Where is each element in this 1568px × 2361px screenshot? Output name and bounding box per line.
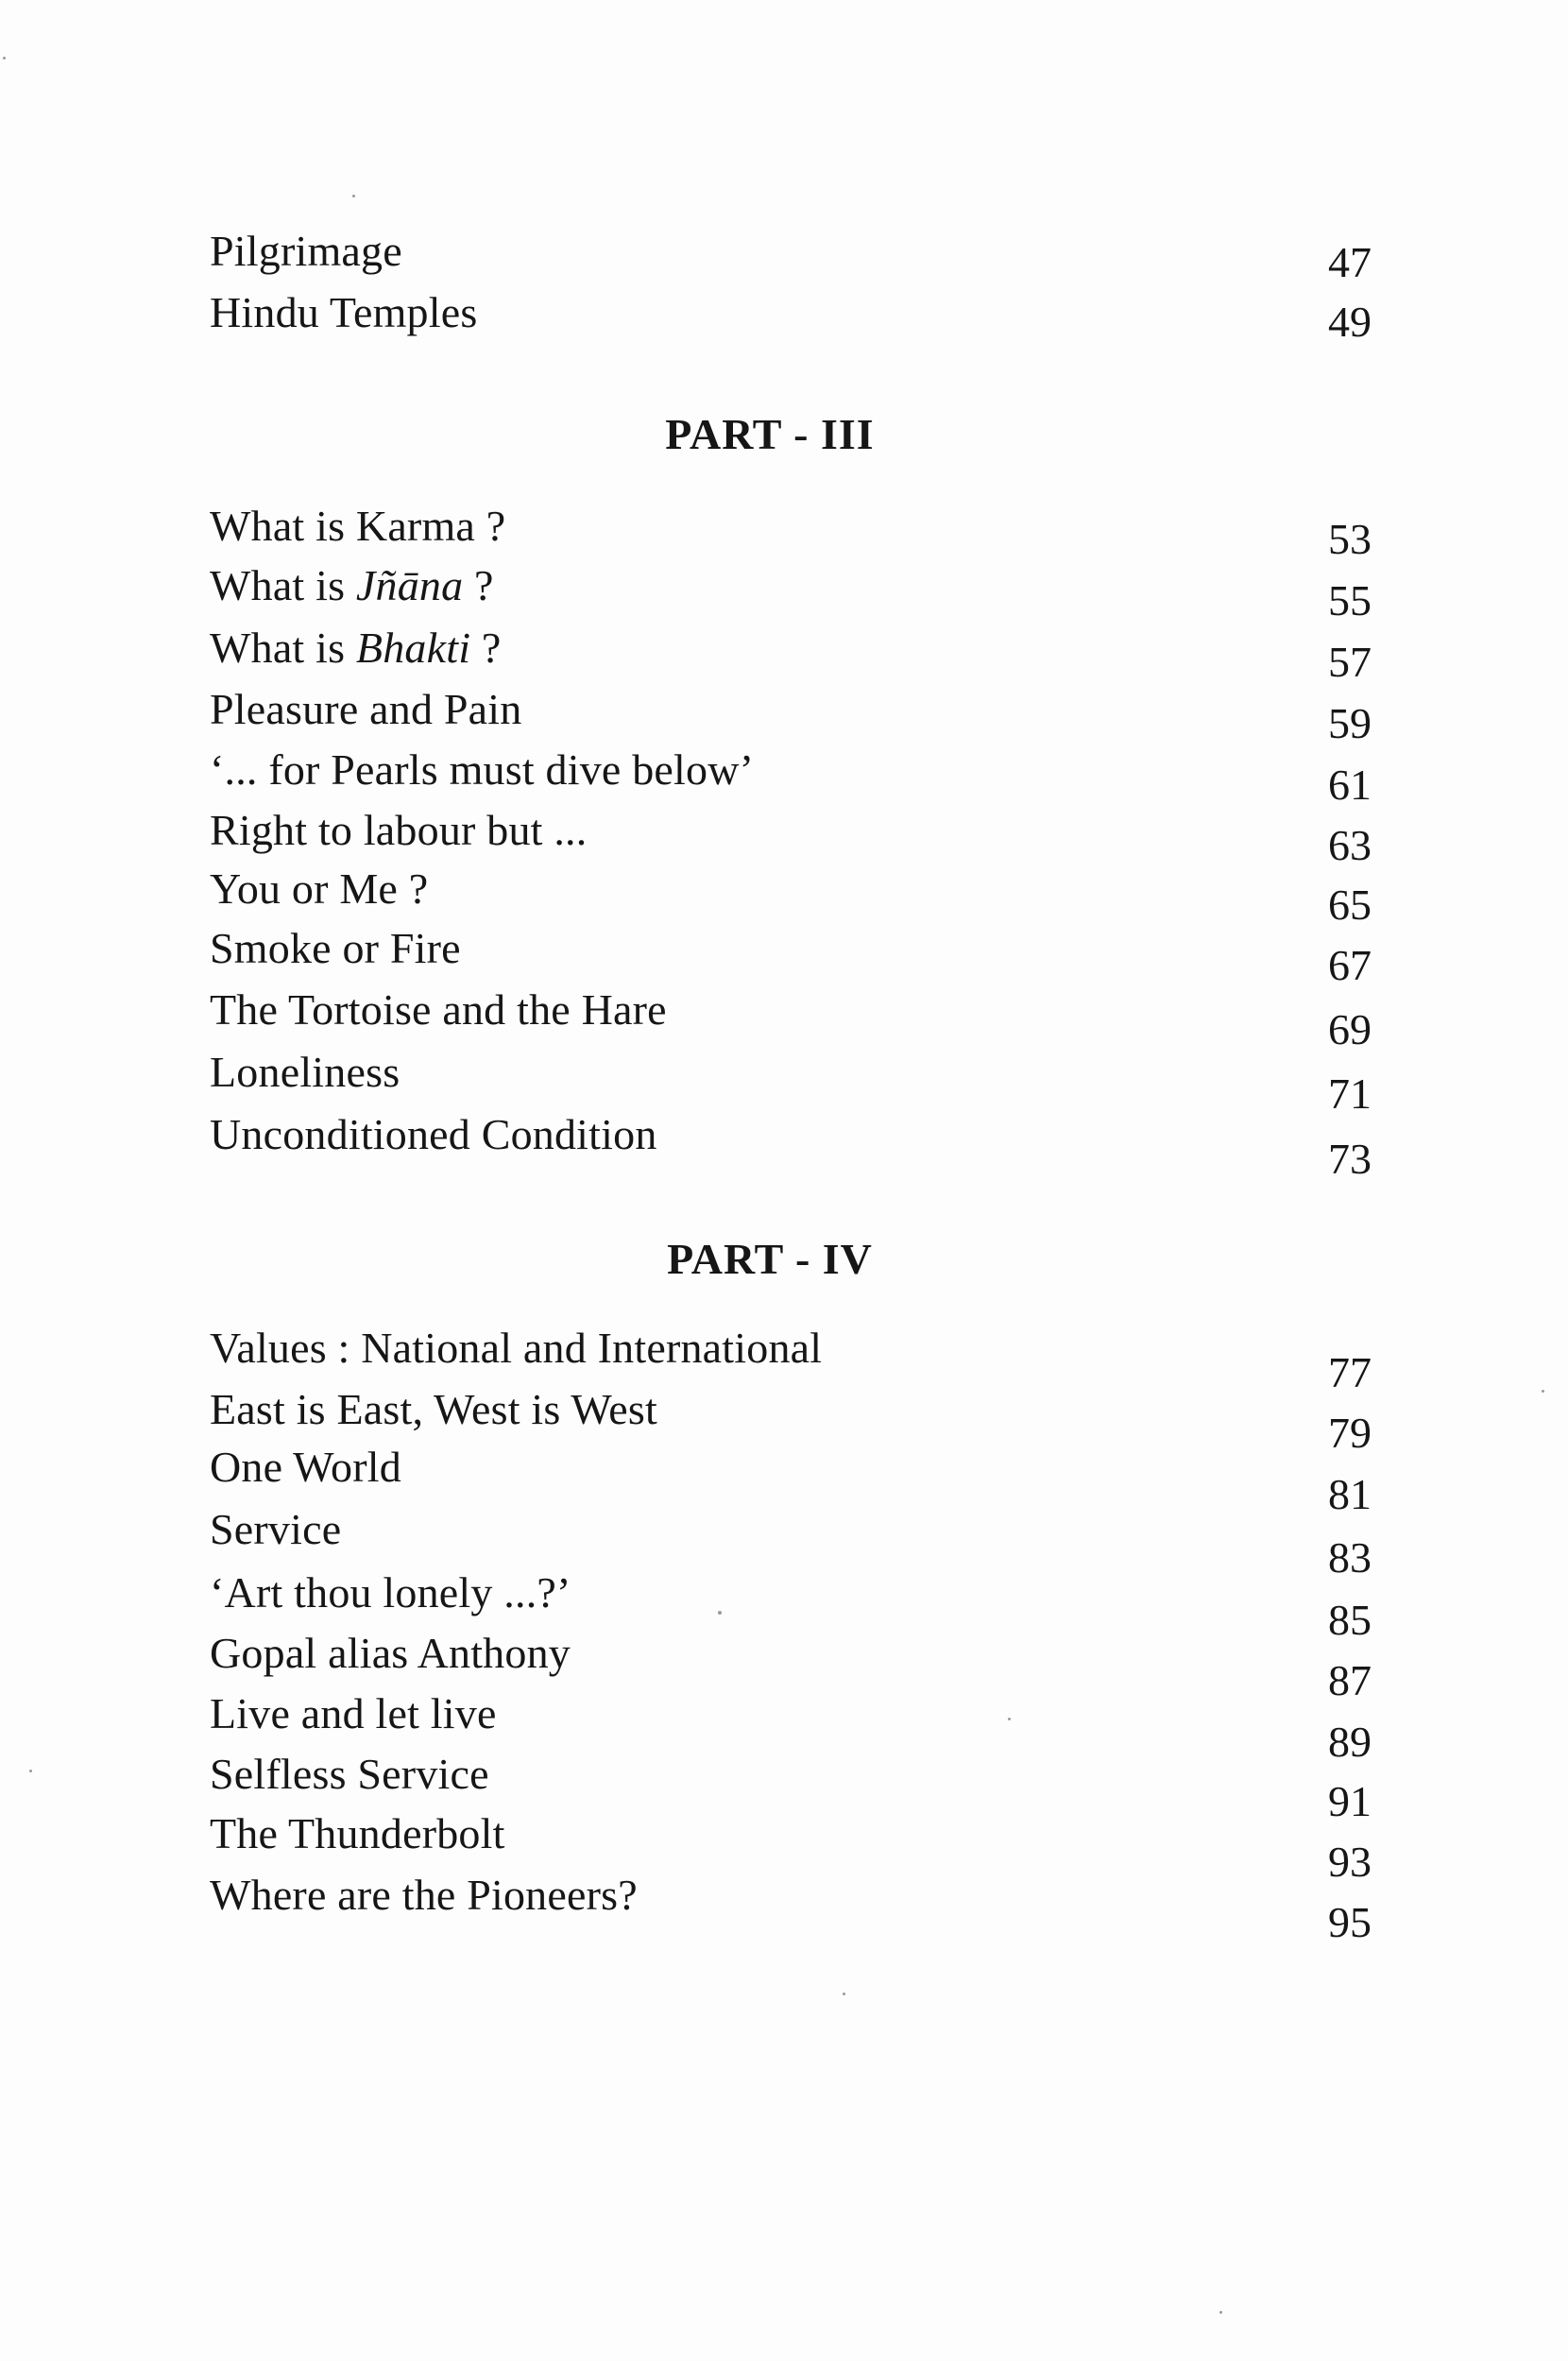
toc-entry-title: ‘Art thou lonely ...?’ — [210, 1568, 571, 1617]
toc-entry-page: 85 — [1328, 1596, 1372, 1644]
part-heading: PART - IV — [667, 1235, 873, 1283]
toc-entry-title: Selfless Service — [210, 1750, 489, 1798]
toc-entry-title: The Thunderbolt — [210, 1809, 505, 1857]
toc-entry-title: ‘... for Pearls must dive below’ — [210, 745, 755, 794]
scan-speck — [1219, 2311, 1222, 2314]
toc-entry-title: You or Me ? — [210, 864, 429, 913]
scan-speck — [1008, 1718, 1011, 1720]
toc-entry-page: 87 — [1328, 1656, 1372, 1704]
toc-entry-page: 47 — [1328, 238, 1372, 286]
toc-entry-page: 65 — [1328, 881, 1372, 929]
scan-speck — [29, 1770, 32, 1772]
toc-entry-page: 79 — [1328, 1409, 1372, 1457]
toc-entry-page: 93 — [1328, 1838, 1372, 1886]
toc-entry-title: Gopal alias Anthony — [210, 1629, 571, 1677]
toc-entry-page: 59 — [1328, 699, 1372, 747]
toc-entry-title: Service — [210, 1505, 342, 1553]
toc-entry-page: 55 — [1328, 576, 1372, 624]
toc-entry-title: Loneliness — [210, 1048, 401, 1096]
toc-entry-title: Pilgrimage — [210, 227, 402, 275]
scan-speck — [843, 1993, 845, 1995]
toc-entry-title: East is East, West is West — [210, 1385, 657, 1433]
scan-speck — [718, 1611, 722, 1615]
toc-entry-page: 57 — [1328, 638, 1372, 686]
toc-entry-title: Live and let live — [210, 1689, 497, 1737]
toc-entry-page: 53 — [1328, 515, 1372, 563]
toc-entry-page: 63 — [1328, 821, 1372, 869]
toc-entry-title: Right to labour but ... — [210, 806, 588, 854]
toc-entry-page: 73 — [1328, 1135, 1372, 1183]
toc-entry-page: 81 — [1328, 1470, 1372, 1518]
toc-entry-title: Smoke or Fire — [210, 924, 461, 972]
toc-entry-title: What is Jñāna ? — [210, 561, 494, 609]
toc-entry-page: 89 — [1328, 1718, 1372, 1766]
toc-entry-title: One World — [210, 1443, 401, 1491]
toc-entry-page: 49 — [1328, 298, 1372, 346]
toc-entry-title: Unconditioned Condition — [210, 1110, 657, 1158]
toc-entry-page: 77 — [1328, 1348, 1372, 1396]
part-heading: PART - III — [665, 410, 875, 458]
toc-entry-title: Pleasure and Pain — [210, 685, 522, 733]
toc-entry-page: 91 — [1328, 1777, 1372, 1825]
toc-entry-title: What is Karma ? — [210, 502, 506, 550]
scan-speck — [1542, 1390, 1544, 1393]
toc-entry-title: The Tortoise and the Hare — [210, 985, 667, 1034]
toc-entry-title: Values : National and International — [210, 1324, 823, 1372]
toc-entry-page: 71 — [1328, 1069, 1372, 1118]
toc-entry-title: What is Bhakti ? — [210, 624, 502, 672]
toc-entry-page: 83 — [1328, 1533, 1372, 1582]
toc-entry-page: 61 — [1328, 761, 1372, 809]
toc-entry-page: 67 — [1328, 941, 1372, 989]
scan-speck — [352, 195, 355, 197]
toc-entry-title: Where are the Pioneers? — [210, 1871, 638, 1919]
toc-entry-page: 69 — [1328, 1005, 1372, 1053]
toc-entry-page: 95 — [1328, 1898, 1372, 1946]
scan-speck — [3, 57, 6, 60]
toc-entry-title: Hindu Temples — [210, 288, 478, 336]
